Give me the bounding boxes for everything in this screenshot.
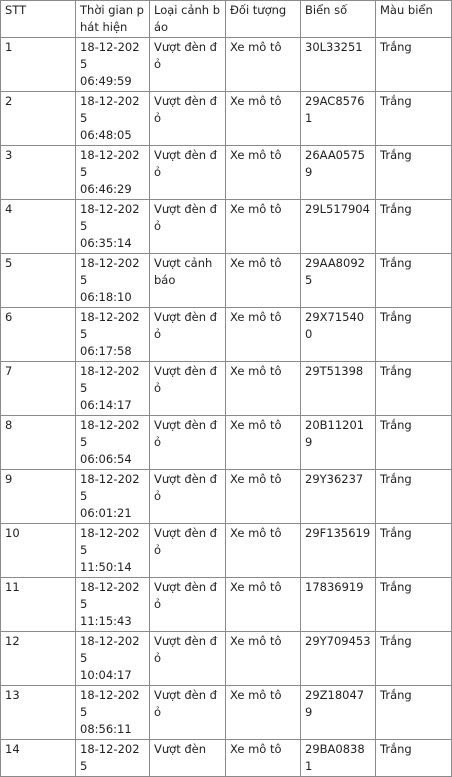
cell-plate (301, 38, 376, 92)
cell-plate-color (376, 362, 452, 416)
plate-color: Trắng (380, 364, 412, 378)
cell-plate-color (376, 470, 452, 524)
cell-warning (150, 416, 226, 470)
cell-plate (301, 524, 376, 578)
detected-date: 18-12-2025 (80, 202, 140, 233)
cell-stt (1, 200, 76, 254)
detected-clock: 06:48:05 (80, 128, 132, 142)
cell-time (76, 254, 150, 308)
cell-subject (226, 146, 301, 200)
plate-color: Trắng (380, 634, 412, 648)
plate-number: 17836919 (305, 580, 364, 594)
plate-color: Trắng (380, 472, 412, 486)
cell-plate-color (376, 308, 452, 362)
cell-time (76, 686, 150, 740)
cell-time (76, 416, 150, 470)
cell-stt (1, 254, 76, 308)
cell-subject (226, 308, 301, 362)
cell-stt (1, 362, 76, 416)
warning-type: Vượt đèn đỏ (154, 634, 217, 665)
cell-subject (226, 470, 301, 524)
plate-number: 29AC85761 (305, 94, 365, 125)
cell-plate-color (376, 146, 452, 200)
stt-value: 4 (5, 202, 13, 216)
table-row (1, 686, 452, 740)
cell-plate-color (376, 254, 452, 308)
cell-time (76, 578, 150, 632)
cell-time (76, 92, 150, 146)
detected-clock: 06:17:58 (80, 344, 132, 358)
cell-plate (301, 740, 376, 777)
cell-plate (301, 578, 376, 632)
detected-date: 18-12-2025 (80, 94, 140, 125)
plate-number: 30L33251 (305, 40, 363, 54)
cell-warning (150, 524, 226, 578)
cell-plate-color (376, 92, 452, 146)
cell-time (76, 362, 150, 416)
stt-value: 8 (5, 418, 13, 432)
warning-type: Vượt đèn đỏ (154, 418, 217, 449)
table-row (1, 200, 452, 254)
vehicle-type: Xe mô tô (230, 688, 282, 702)
plate-number: 26AA05759 (305, 148, 365, 179)
detected-date: 18-12-2025 (80, 742, 140, 773)
column-header-subject: Đối tượng (226, 1, 301, 38)
plate-color: Trắng (380, 148, 412, 162)
cell-subject (226, 362, 301, 416)
stt-value: 9 (5, 472, 13, 486)
stt-value: 2 (5, 94, 13, 108)
stt-value: 6 (5, 310, 13, 324)
vehicle-type: Xe mô tô (230, 94, 282, 108)
detected-clock: 08:56:11 (80, 722, 132, 736)
plate-color: Trắng (380, 580, 412, 594)
cell-plate-color (376, 200, 452, 254)
cell-plate-color (376, 524, 452, 578)
stt-value: 10 (5, 526, 20, 540)
plate-color: Trắng (380, 742, 412, 756)
plate-number: 29AA80925 (305, 256, 365, 287)
vehicle-type: Xe mô tô (230, 202, 282, 216)
detected-clock: 06:35:14 (80, 236, 132, 250)
cell-subject (226, 38, 301, 92)
cell-plate (301, 146, 376, 200)
cell-subject (226, 632, 301, 686)
table-row (1, 146, 452, 200)
vehicle-type: Xe mô tô (230, 256, 282, 270)
plate-color: Trắng (380, 94, 412, 108)
detected-date: 18-12-2025 (80, 256, 140, 287)
detected-clock: 11:15:43 (80, 614, 132, 628)
vehicle-type: Xe mô tô (230, 580, 282, 594)
cell-plate (301, 200, 376, 254)
plate-number: 29Z180479 (305, 688, 365, 719)
table-row (1, 92, 452, 146)
cell-time (76, 308, 150, 362)
vehicle-type: Xe mô tô (230, 310, 282, 324)
detected-date: 18-12-2025 (80, 310, 140, 341)
cell-warning (150, 578, 226, 632)
cell-plate (301, 686, 376, 740)
vehicle-type: Xe mô tô (230, 148, 282, 162)
cell-stt (1, 38, 76, 92)
cell-subject (226, 740, 301, 777)
detected-date: 18-12-2025 (80, 472, 140, 503)
warning-type: Vượt đèn đỏ (154, 202, 217, 233)
plate-color: Trắng (380, 202, 412, 216)
detected-clock: 06:18:10 (80, 290, 132, 304)
cell-time (76, 740, 150, 777)
cell-plate-color (376, 632, 452, 686)
detected-clock: 06:49:59 (80, 74, 132, 88)
cell-stt (1, 308, 76, 362)
detected-clock: 06:06:54 (80, 452, 132, 466)
detected-clock: 11:50:14 (80, 560, 132, 574)
cell-stt (1, 146, 76, 200)
table-header (1, 1, 452, 38)
detected-date: 18-12-2025 (80, 688, 140, 719)
plate-number: 29T51398 (305, 364, 364, 378)
table-row (1, 632, 452, 686)
warning-type: Vượt đèn đỏ (154, 580, 217, 611)
warning-type: Vượt đèn đỏ (154, 310, 217, 341)
table-body (1, 38, 452, 777)
vehicle-type: Xe mô tô (230, 742, 282, 756)
warning-type: Vượt đèn đỏ (154, 472, 217, 503)
table-row (1, 254, 452, 308)
cell-stt (1, 524, 76, 578)
column-header-time: Thời gian phát hiện (76, 1, 150, 38)
column-header-plate-color: Màu biển (376, 1, 452, 38)
cell-plate (301, 362, 376, 416)
cell-stt (1, 470, 76, 524)
cell-stt (1, 92, 76, 146)
detected-clock: 06:14:17 (80, 398, 132, 412)
cell-plate (301, 254, 376, 308)
plate-color: Trắng (380, 40, 412, 54)
plate-number: 29F135619 (305, 526, 371, 540)
table-row (1, 470, 452, 524)
detected-clock: 10:04:17 (80, 668, 132, 682)
plate-number: 20B112019 (305, 418, 365, 449)
header-row (1, 1, 452, 38)
warning-type: Vượt đèn đỏ (154, 148, 217, 179)
cell-warning (150, 686, 226, 740)
table-row (1, 578, 452, 632)
cell-subject (226, 254, 301, 308)
stt-value: 1 (5, 40, 13, 54)
table-row (1, 416, 452, 470)
cell-warning (150, 38, 226, 92)
stt-value: 14 (5, 742, 20, 756)
table-row (1, 38, 452, 92)
plate-color: Trắng (380, 418, 412, 432)
vehicle-type: Xe mô tô (230, 472, 282, 486)
cell-stt (1, 632, 76, 686)
plate-color: Trắng (380, 256, 412, 270)
plate-number: 29Y709453 (305, 634, 371, 648)
stt-value: 7 (5, 364, 13, 378)
column-header-stt: STT (1, 1, 76, 38)
plate-number: 29Y36237 (305, 472, 364, 486)
stt-value: 13 (5, 688, 20, 702)
cell-subject (226, 524, 301, 578)
cell-warning (150, 308, 226, 362)
detected-clock: 06:46:29 (80, 182, 132, 196)
cell-warning (150, 146, 226, 200)
cell-plate (301, 92, 376, 146)
column-header-plate: Biển số (301, 1, 376, 38)
cell-plate (301, 308, 376, 362)
cell-time (76, 632, 150, 686)
cell-plate (301, 632, 376, 686)
plate-number: 29BA08381 (305, 742, 365, 773)
cell-warning (150, 92, 226, 146)
detected-date: 18-12-2025 (80, 634, 140, 665)
cell-warning (150, 632, 226, 686)
cell-warning (150, 470, 226, 524)
warning-type: Vượt đèn đỏ (154, 40, 217, 71)
cell-stt (1, 416, 76, 470)
warning-type: Vượt đèn đỏ (154, 688, 217, 719)
table-row (1, 308, 452, 362)
detected-date: 18-12-2025 (80, 418, 140, 449)
cell-plate-color (376, 38, 452, 92)
cell-warning (150, 200, 226, 254)
table-row (1, 524, 452, 578)
cell-subject (226, 578, 301, 632)
detected-date: 18-12-2025 (80, 580, 140, 611)
warning-type: Vượt đèn (154, 742, 207, 756)
stt-value: 5 (5, 256, 13, 270)
detected-date: 18-12-2025 (80, 364, 140, 395)
cell-subject (226, 416, 301, 470)
cell-time (76, 200, 150, 254)
table-row (1, 362, 452, 416)
cell-warning (150, 362, 226, 416)
plate-number: 29X715400 (305, 310, 365, 341)
cell-subject (226, 92, 301, 146)
stt-value: 3 (5, 148, 13, 162)
cell-stt (1, 740, 76, 777)
vehicle-type: Xe mô tô (230, 364, 282, 378)
cell-subject (226, 200, 301, 254)
warning-type: Vượt đèn đỏ (154, 526, 217, 557)
vehicle-type: Xe mô tô (230, 634, 282, 648)
cell-plate (301, 416, 376, 470)
detected-date: 18-12-2025 (80, 148, 140, 179)
cell-warning (150, 740, 226, 777)
cell-time (76, 524, 150, 578)
stt-value: 12 (5, 634, 20, 648)
cell-plate-color (376, 416, 452, 470)
table-row (1, 740, 452, 777)
warning-type: Vượt cảnh báo (154, 256, 213, 287)
warning-type: Vượt đèn đỏ (154, 94, 217, 125)
cell-plate-color (376, 740, 452, 777)
plate-color: Trắng (380, 526, 412, 540)
warning-type: Vượt đèn đỏ (154, 364, 217, 395)
plate-number: 29L517904 (305, 202, 370, 216)
plate-color: Trắng (380, 688, 412, 702)
cell-plate-color (376, 578, 452, 632)
detected-date: 18-12-2025 (80, 40, 140, 71)
cell-time (76, 146, 150, 200)
column-header-warning: Loại cảnh báo (150, 1, 226, 38)
cell-stt (1, 686, 76, 740)
cell-subject (226, 686, 301, 740)
detected-clock: 06:01:21 (80, 506, 132, 520)
cell-time (76, 38, 150, 92)
cell-stt (1, 578, 76, 632)
cell-warning (150, 254, 226, 308)
cell-plate (301, 470, 376, 524)
vehicle-type: Xe mô tô (230, 418, 282, 432)
vehicle-type: Xe mô tô (230, 40, 282, 54)
cell-plate-color (376, 686, 452, 740)
plate-color: Trắng (380, 310, 412, 324)
detected-date: 18-12-2025 (80, 526, 140, 557)
cell-time (76, 470, 150, 524)
stt-value: 11 (5, 580, 20, 594)
vehicle-type: Xe mô tô (230, 526, 282, 540)
